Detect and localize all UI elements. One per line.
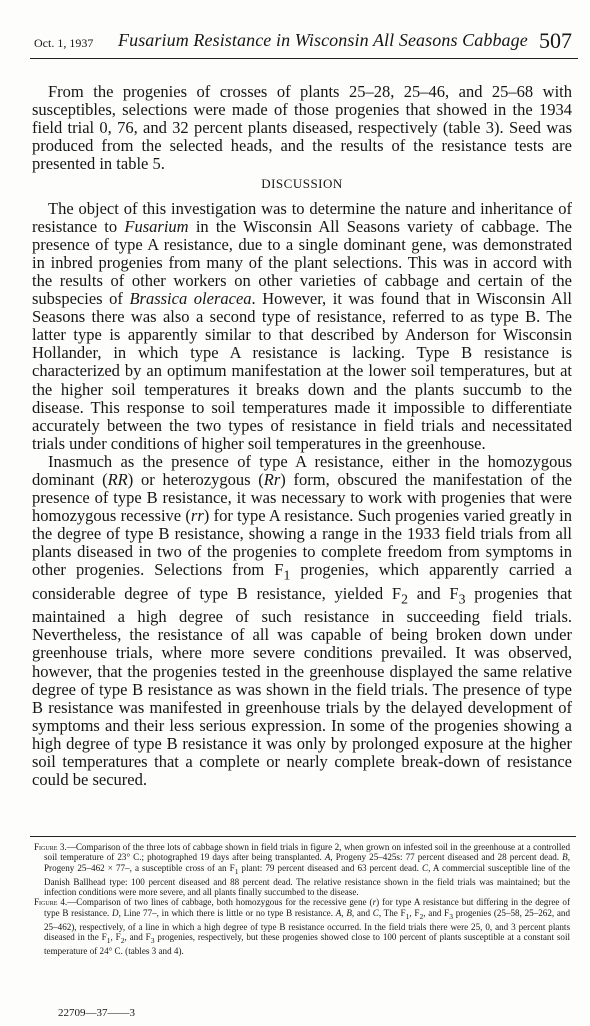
p3-sub-1: 1 xyxy=(283,567,291,583)
p3-sub-2: 2 xyxy=(401,591,408,607)
p3-text-c: ) form, obscured the manifestation of the presence of type B resistance, it was necessary to work with progenies that were homozygous recessive ( xyxy=(32,469,572,526)
fig4-text-a: —Comparison of two lines of cabbage, both homozygous for the recessive gene ( xyxy=(67,897,373,908)
figure-captions xyxy=(34,842,570,956)
fig3-letter-a: A xyxy=(324,852,331,863)
p3-genotype-dominant: RR xyxy=(107,469,128,489)
p3-sub-3: 3 xyxy=(458,591,466,607)
p3-text-b: ) or heterozygous ( xyxy=(127,469,264,489)
fig3-letter-b: B xyxy=(562,852,568,863)
p2-text-b: in the Wisconsin All Seasons variety of cabbage. The presence of type A resistance, due to a single dominant gene, was demonstrated in inbred progenies from many of the plant selections. This was in accord with the results of other workers on other varieties of cabbage and certain of the subspecies of xyxy=(32,216,573,309)
p2-genus: Fusarium xyxy=(124,216,189,236)
fig3-sub-1: 1 xyxy=(234,866,239,876)
figure-3-caption xyxy=(34,842,570,897)
section-heading: DISCUSSION xyxy=(261,176,343,192)
p3-text-f: and F xyxy=(407,583,459,603)
fig4-text-g: , and F xyxy=(423,907,450,918)
fig4-sub-3: 3 xyxy=(449,911,454,921)
fig4-sub-2: 2 xyxy=(419,911,424,921)
fig4-text-i: , F xyxy=(110,932,121,942)
fig4-sub-4: 1 xyxy=(106,935,111,945)
p2-species: Brassica oleracea xyxy=(129,289,252,309)
fig4-text-c: , Line 77–, in which there is little or no type B resistance. xyxy=(118,907,336,918)
fig4-gene: r xyxy=(372,897,377,908)
fig3-text-e: , A commercial susceptible line of the Danish Ballhead type: 100 percent diseased and 88 percent dead. The relative resistance shown in the field trials was maintained; but the infection conditions were more severe, and all plants finally succumbed to the disease. xyxy=(44,862,571,897)
main-text xyxy=(32,83,572,789)
fig4-sub-1: 1 xyxy=(405,911,410,921)
fig4-letter-b: B xyxy=(346,907,352,918)
fig4-text-b: ) for type A resistance but differing in the degree of type B resistance. xyxy=(44,897,570,918)
fig4-letter-a: A xyxy=(335,907,342,918)
fig4-sub-5: 2 xyxy=(120,935,125,945)
page-number: 507 xyxy=(539,28,572,53)
p2-text-c: . However, it was found that in Wisconsin All Seasons there was also a second type of resistance, referred to as type B. The latter type is apparently similar to that described by Anderson for Wisconsin Hollander, in which type A resistance is lacking. Type B resistance is characterized by an optimum manifestation at the lower soil temperatures, but at the higher soil temperatures it breaks down and the plants succumb to the disease. This response to soil temperatures made it impossible to differentiate accurately between the two types of resistance in field trials and necessitated trials under conditions of higher soil temperatures in the greenhouse. xyxy=(32,289,572,453)
paragraph-2 xyxy=(32,200,572,453)
fig3-text-c: , Progeny 25–462 × 77–, a susceptible cross of an F xyxy=(44,852,570,873)
fig4-text-e: , The F xyxy=(378,907,406,918)
fig3-text-b: , Progeny 25–425s: 77 percent diseased and 28 percent dead. xyxy=(330,852,563,863)
print-number: 22709—37——3 xyxy=(58,1007,135,1019)
figure-4-caption xyxy=(34,897,570,956)
figure-4-label: Figure 4. xyxy=(34,897,68,908)
fig4-sep-2: , and xyxy=(351,907,373,918)
running-header xyxy=(30,28,578,59)
fig4-text-j: , and F xyxy=(124,932,151,942)
header-date: Oct. 1, 1937 xyxy=(34,36,94,50)
header-title: Fusarium Resistance in Wisconsin All Seasons Cabbage xyxy=(118,30,528,50)
paragraph-3 xyxy=(32,453,572,789)
footnote-rule xyxy=(30,836,576,837)
p3-text-d: ) for type A resistance. Such progenies varied greatly in the degree of type B resistance, showing a range in the 1933 field trials from all plants diseased in two of the progenies to complete freedom from symptoms in other progenies. Selections from F xyxy=(32,506,572,580)
fig4-letter-c: C xyxy=(372,907,379,918)
p3-text-a: Inasmuch as the presence of type A resistance, either in the homozygous dominant ( xyxy=(32,451,572,489)
p3-text-g: progenies that maintained a high degree of such resistance in succeeding field trials. Nevertheless, the resistance of all was capable of being broken down under greenhouse trials, where more severe conditions prevailed. It was observed, however, that the progenies tested in the greenhouse displayed the same relative degree of type B resistance as was shown in the field trials. The presence of type B resistance was manifested in greenhouse trials by the delayed development of symptoms and their less serious expression. In some of the progenies showing a high degree of type B resistance it was only by prolonged exposure at the higher soil temperatures that a complete or nearly complete break-down of resistance could be secured. xyxy=(32,583,572,790)
p3-text-e: progenies, which apparently carried a considerable degree of type B resistance, yielded F xyxy=(32,560,572,603)
fig4-sub-6: 3 xyxy=(150,935,155,945)
fig3-text-d: plant: 79 percent diseased and 63 percent dead. xyxy=(238,862,422,873)
fig4-text-k: progenies, respectively, but these progenies showed close to 100 percent of plants susceptible at a constant soil temperature of 24° C. (tables 3 and 4). xyxy=(44,932,570,957)
p3-genotype-recessive: rr xyxy=(190,506,204,526)
p3-genotype-heterozygous: Rr xyxy=(263,469,281,489)
fig3-letter-c: C xyxy=(421,862,429,873)
fig4-sep-1: , xyxy=(341,907,347,918)
fig4-text-f: , F xyxy=(409,907,420,918)
fig4-letter-d: D xyxy=(112,907,119,918)
figure-3-label: Figure 3. xyxy=(34,842,67,852)
fig3-text-a: —Comparison of the three lots of cabbage shown in field trials in figure 2, when grown on infested soil in the greenhouse at a controlled soil temperature of 23° C.; photographed 19 days after being transplanted. xyxy=(44,842,570,863)
p2-text-a: The object of this investigation was to determine the nature and inheritance of resistance to xyxy=(32,198,572,236)
fig4-text-h: progenies (25–58, 25–262, and 25–462), respectively, of a line in which a high degree of type B resistance occurred. In the field trials there were 25, 0, and 3 percent plants diseased in the F xyxy=(44,907,571,942)
paragraph-1: From the progenies of crosses of plants 25–28, 25–46, and 25–68 with susceptibles, selections were made of those progenies that showed in the 1934 field trial 0, 76, and 32 percent plants diseased, respectively (table 3). Seed was produced from the selected heads, and the results of the resistance tests are presented in table 5. xyxy=(32,82,572,174)
